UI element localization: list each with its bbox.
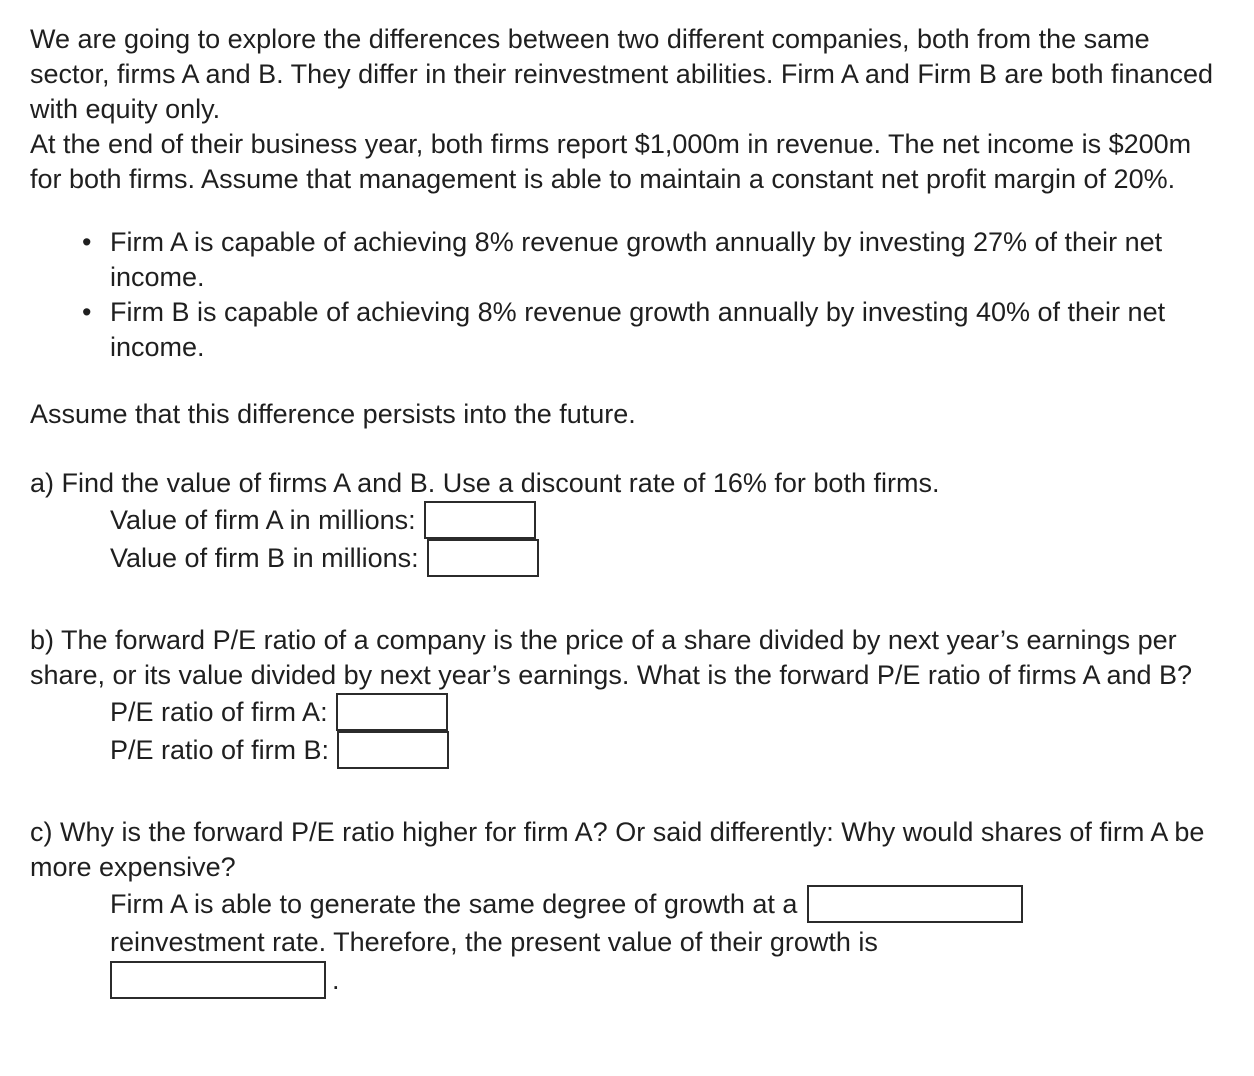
question-b-prompt: b) The forward P/E ratio of a company is the price of a share divided by next year’s earnings per share, or its value divided by next year’s earnings. What is the forward P/E ratio of firms A and B?	[30, 625, 1193, 690]
firm-b-value-label: Value of firm B in millions:	[110, 542, 419, 573]
question-c-line-3	[30, 961, 1230, 999]
bullet-list	[30, 225, 1230, 365]
question-b	[30, 623, 1230, 769]
question-c-line-2	[30, 923, 1230, 961]
question-c	[30, 815, 1230, 999]
bullet-text-firm-a: Firm A is capable of achieving 8% revenue growth annually by investing 27% of their net income.	[110, 227, 1163, 292]
bullet-icon: •	[82, 227, 92, 257]
intro-section	[30, 22, 1230, 197]
firm-b-pe-input[interactable]	[337, 731, 449, 769]
growth-value-dropdown[interactable]	[110, 961, 326, 999]
firm-a-pe-label: P/E ratio of firm A:	[110, 696, 328, 727]
firm-b-pe-row	[30, 731, 1230, 769]
question-page	[30, 22, 1230, 999]
question-c-line-1	[30, 885, 1230, 923]
intro-paragraph-1: We are going to explore the differences between two different companies, both from the same sector, firms A and B. They differ in their reinvestment abilities. Firm A and Firm B are both financed with equity only.	[30, 24, 1214, 124]
bullet-icon: •	[82, 297, 92, 327]
intro-paragraph-2: At the end of their business year, both firms report $1,000m in revenue. The net income is $200m for both firms. Assume that management is able to maintain a constant net profit margin of 20%.	[30, 129, 1192, 194]
bullet-item-firm-a	[30, 225, 1230, 295]
firm-a-value-label: Value of firm A in millions:	[110, 504, 416, 535]
firm-b-value-row	[30, 539, 1230, 577]
assumption-text: Assume that this difference persists into the future.	[30, 399, 636, 429]
firm-a-value-row	[30, 501, 1230, 539]
firm-b-value-input[interactable]	[427, 539, 539, 577]
bullet-text-firm-b: Firm B is capable of achieving 8% revenue growth annually by investing 40% of their net income.	[110, 297, 1166, 362]
firm-a-pe-input[interactable]	[336, 693, 448, 731]
firm-a-pe-row	[30, 693, 1230, 731]
terminal-period: .	[332, 964, 340, 995]
question-c-line-2-text: reinvestment rate. Therefore, the present value of their growth is	[110, 926, 878, 957]
question-a-prompt: a) Find the value of firms A and B. Use a discount rate of 16% for both firms.	[30, 468, 940, 498]
reinvestment-rate-dropdown[interactable]	[807, 885, 1023, 923]
question-c-line-1-text: Firm A is able to generate the same degree of growth at a	[110, 888, 798, 919]
question-c-prompt: c) Why is the forward P/E ratio higher for firm A? Or said differently: Why would shares of firm A be more expensive?	[30, 817, 1205, 882]
firm-a-value-input[interactable]	[424, 501, 536, 539]
question-a	[30, 466, 1230, 577]
bullet-item-firm-b	[30, 295, 1230, 365]
firm-b-pe-label: P/E ratio of firm B:	[110, 734, 330, 765]
